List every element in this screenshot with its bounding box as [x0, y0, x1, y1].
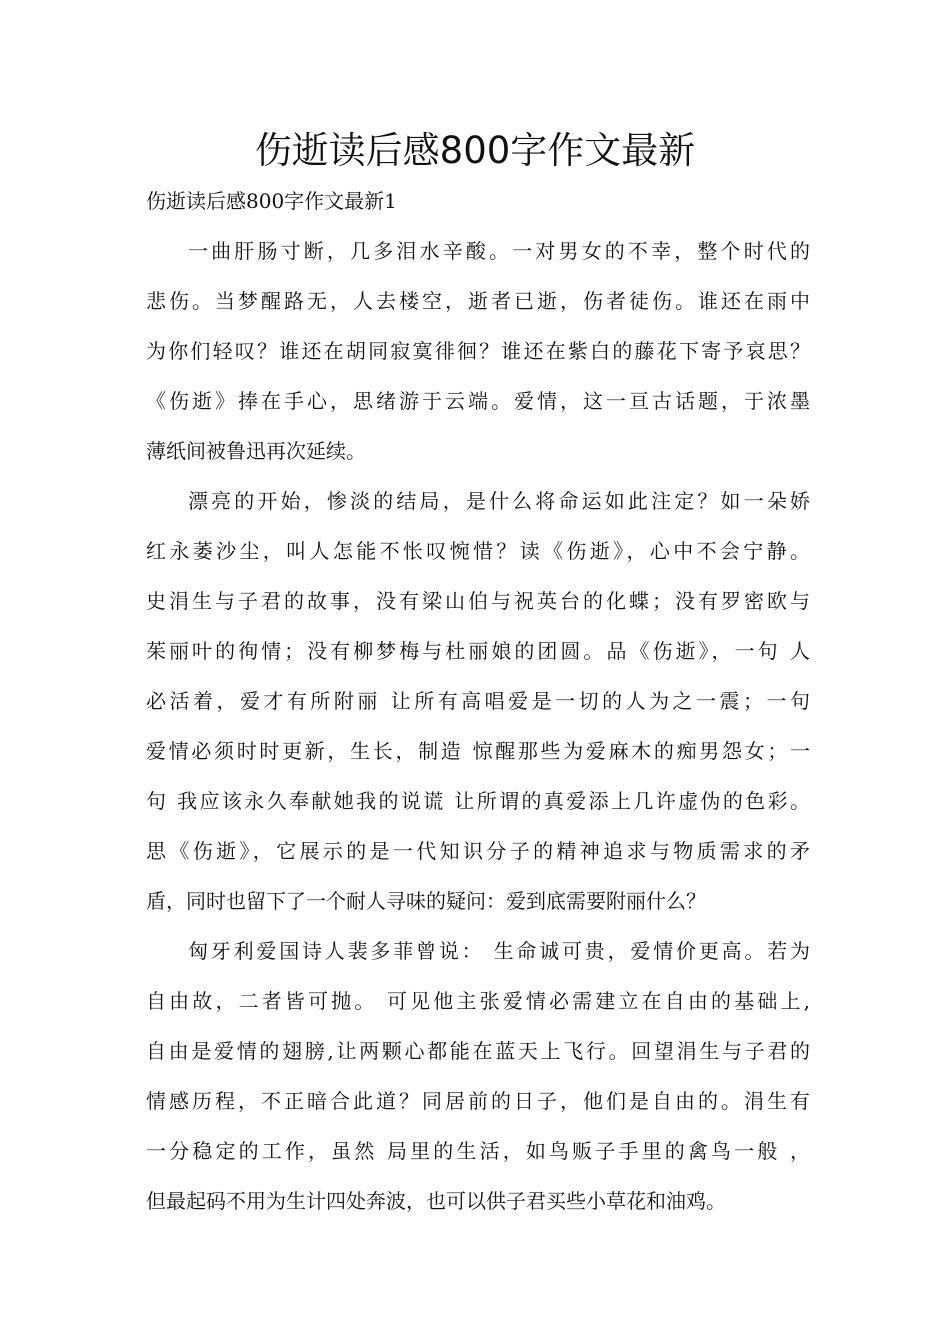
paragraph-line: 茱丽叶的徇情；没有柳梦梅与杜丽娘的团圆。品《伤逝》，一句 人: [146, 639, 810, 663]
paragraph-line: 为你们轻叹？谁还在胡同寂寞徘徊？谁还在紫白的藤花下寄予哀思？: [146, 339, 810, 363]
paragraph-line: 红永萎沙尘，叫人怎能不怅叹惋惜？读《伤逝》，心中不会宁静。: [146, 539, 810, 563]
paragraph-line: 薄纸间被鲁迅再次延续。: [146, 439, 366, 463]
paragraph-line: 一分稳定的工作，虽然 局里的生活，如鸟贩子手里的禽鸟一般 ，: [146, 1139, 810, 1163]
paragraph-line: 自由是爱情的翅膀,让两颗心都能在蓝天上飞行。回望涓生与子君的: [146, 1039, 810, 1063]
paragraph-line: 《伤逝》捧在手心，思绪游于云端。爱情，这一亘古话题，于浓墨: [146, 389, 810, 413]
paragraph-line: 一曲肝肠寸断，几多泪水辛酸。一对男女的不幸，整个时代的: [188, 239, 810, 263]
paragraph-line: 史涓生与子君的故事，没有梁山伯与祝英台的化蝶；没有罗密欧与: [146, 589, 810, 613]
paragraph-line: 匈牙利爱国诗人裴多菲曾说： 生命诚可贵，爱情价更高。若为: [188, 939, 810, 963]
paragraph-line: 必活着，爱才有所附丽 让所有高唱爱是一切的人为之一震；一句: [146, 689, 810, 713]
paragraph-line: 情感历程，不正暗合此道？同居前的日子，他们是自由的。涓生有: [146, 1089, 810, 1113]
paragraph-line: 自由故，二者皆可抛。 可见他主张爱情必需建立在自由的基础上,: [146, 989, 810, 1013]
paragraph-line: 思《伤逝》，它展示的是一代知识分子的精神追求与物质需求的矛: [146, 839, 810, 863]
paragraph-line: 漂亮的开始，惨淡的结局，是什么将命运如此注定？如一朵娇: [188, 489, 810, 513]
paragraph-line: 悲伤。当梦醒路无，人去楼空，逝者已逝，伤者徒伤。谁还在雨中: [146, 289, 810, 313]
section-heading: 伤逝读后感800字作文最新1: [146, 189, 397, 213]
paragraph-line: 句 我应该永久奉献她我的说谎 让所谓的真爱添上几许虚伪的色彩。: [146, 789, 810, 813]
paragraph-line: 盾，同时也留下了一个耐人寻味的疑问：爱到底需要附丽什么？: [146, 889, 706, 913]
paragraph-line: 但最起码不用为生计四处奔波，也可以供子君买些小草花和油鸡。: [146, 1189, 726, 1213]
paragraph-line: 爱情必须时时更新，生长，制造 惊醒那些为爱麻木的痴男怨女；一: [146, 739, 810, 763]
document-title: 伤逝读后感800字作文最新: [254, 129, 696, 172]
